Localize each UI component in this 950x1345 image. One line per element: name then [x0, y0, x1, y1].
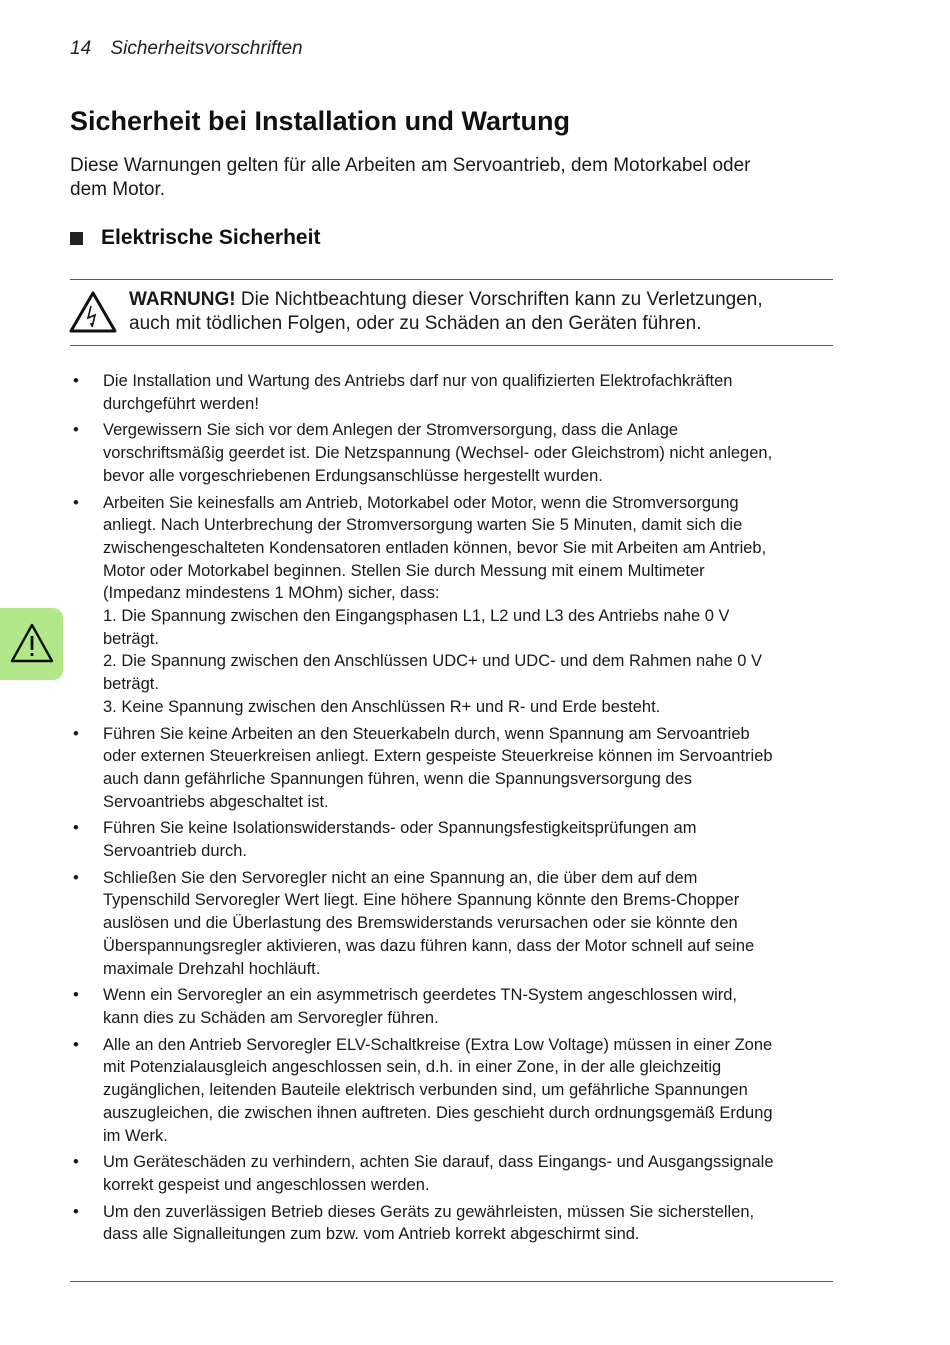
square-bullet-icon	[70, 232, 83, 245]
list-item-line: Um Geräteschäden zu verhindern, achten Sie darauf, dass Eingangs- und Ausgangssignale	[103, 1153, 774, 1172]
bullet-dot: •	[73, 819, 79, 838]
list-item-line: Alle an den Antrieb Servoregler ELV-Schaltkreise (Extra Low Voltage) müssen in einer Zone	[103, 1035, 773, 1054]
list-item-line: 1. Die Spannung zwischen den Eingangsphasen L1, L2 und L3 des Antriebs nahe 0 V	[103, 607, 730, 626]
list-item-line: Typenschild Servoregler Wert liegt. Eine höhere Spannung könnte den Brems-Chopper	[103, 891, 740, 910]
warning-label: WARNUNG!	[129, 289, 236, 310]
list-item-line: Die Installation und Wartung des Antriebs darf nur von qualifizierten Elektrofachkräften	[103, 372, 733, 390]
list-item-line: Servoantrieb durch.	[103, 842, 247, 861]
warning-line: Die Nichtbeachtung dieser Vorschriften kann zu Verletzungen,	[235, 289, 763, 310]
list-item-line: durchgeführt werden!	[103, 394, 259, 413]
list-item-line: oder externen Steuerkreisen anliegt. Extern gespeiste Steuerkreise können im Servoantrieb	[103, 747, 773, 766]
section-heading-text: Elektrische Sicherheit	[101, 226, 321, 249]
list-item	[70, 1034, 835, 1148]
list-item-line: Vergewissern Sie sich vor dem Anlegen der Stromversorgung, dass die Anlage	[103, 421, 679, 440]
page-title: Sicherheit bei Installation und Wartung	[70, 106, 571, 136]
list-item-line: Arbeiten Sie keinesfalls am Antrieb, Motorkabel oder Motor, wenn die Stromversorgung	[103, 493, 739, 512]
warning-side-tab	[0, 608, 63, 680]
running-header	[70, 38, 303, 60]
list-item-line: maximale Drehzahl hochläuft.	[103, 959, 321, 978]
list-item	[70, 984, 835, 1029]
list-item-line: auch dann gefährliche Spannungen führen, wenn die Spannungsversorgung des	[103, 769, 692, 788]
list-item-line: auslösen und die Überlastung des Bremswiderstands verursachen oder sie könnte den	[103, 914, 738, 933]
list-item-line: kann dies zu Schäden am Servoregler führen.	[103, 1008, 439, 1027]
list-item-line: Überspannungsregler aktivieren, was dazu führen kann, dass der Motor schnell auf seine	[103, 936, 755, 955]
list-item-line: anliegt. Nach Unterbrechung der Stromversorgung warten Sie 5 Minuten, damit sich die	[103, 516, 743, 535]
list-item-line: Schließen Sie den Servoregler nicht an eine Spannung an, die über dem auf dem	[103, 868, 698, 887]
intro-line: dem Motor.	[70, 179, 166, 200]
list-item	[70, 492, 835, 719]
page-number: 14	[70, 38, 92, 59]
bullet-dot: •	[73, 421, 79, 440]
warning-text	[129, 288, 829, 336]
bullet-dot: •	[73, 868, 79, 887]
list-item-line: Um den zuverlässigen Betrieb dieses Geräts zu gewährleisten, müssen Sie sicherstellen,	[103, 1202, 755, 1221]
footer-rule	[70, 1281, 833, 1282]
list-item-line: bevor alle vorgeschriebenen Erdungsanschlüsse hergestellt wurden.	[103, 466, 603, 485]
bullet-dot: •	[73, 724, 79, 743]
list-item	[70, 1151, 835, 1196]
list-item-line: mit Potenzialausgleich angeschlossen sein, d.h. in einer Zone, in der alle gleichzeitig	[103, 1058, 722, 1077]
list-item-line: Wenn ein Servoregler an ein asymmetrisch geerdetes TN-System angeschlossen wird,	[103, 986, 738, 1005]
list-item	[70, 817, 835, 862]
list-item-line: beträgt.	[103, 675, 159, 694]
bullet-dot: •	[73, 986, 79, 1005]
list-item-line: dass alle Signalleitungen zum bzw. vom Antrieb korrekt abgeschirmt sind.	[103, 1225, 640, 1244]
list-item-line: vorschriftsmäßig geerdet ist. Die Netzspannung (Wechsel- oder Gleichstrom) nicht anlegen,	[103, 444, 773, 463]
safety-bullet-list	[70, 370, 835, 1250]
list-item-line: korrekt gespeist und angeschlossen werden.	[103, 1175, 430, 1194]
list-item	[70, 370, 835, 415]
intro-paragraph	[70, 154, 830, 202]
list-item-line: Führen Sie keine Arbeiten an den Steuerkabeln durch, wenn Spannung am Servoantrieb	[103, 724, 750, 743]
bullet-dot: •	[73, 1202, 79, 1221]
list-item	[70, 419, 835, 487]
warning-top-rule	[70, 279, 833, 280]
bullet-dot: •	[73, 493, 79, 512]
bullet-dot: •	[73, 372, 79, 390]
electrical-hazard-icon	[69, 290, 117, 334]
section-heading	[70, 226, 320, 250]
list-item-line: im Werk.	[103, 1126, 168, 1145]
warning-line: auch mit tödlichen Folgen, oder zu Schäden an den Geräten führen.	[129, 313, 702, 334]
list-item-line: zwischengeschalteten Kondensatoren entladen können, bevor Sie mit Arbeiten am Antrieb,	[103, 538, 767, 557]
list-item-line: Servoantriebs abgeschaltet ist.	[103, 792, 329, 811]
list-item	[70, 867, 835, 981]
list-item	[70, 1201, 835, 1246]
intro-line: Diese Warnungen gelten für alle Arbeiten am Servoantrieb, dem Motorkabel oder	[70, 155, 751, 176]
list-item-line: auszugleichen, die zwischen ihnen auftreten. Dies geschieht durch ordnungsgemäß Erdung	[103, 1103, 773, 1122]
list-item-line: zugänglichen, leitenden Bauteile elektrisch verbunden sind, um gefährliche Spannungen	[103, 1081, 748, 1100]
list-item-line: (Impedanz mindestens 1 MOhm) sicher, dass:	[103, 584, 440, 603]
warning-bottom-rule	[70, 345, 833, 346]
general-warning-icon	[10, 622, 54, 664]
list-item-line: beträgt.	[103, 629, 159, 648]
bullet-dot: •	[73, 1035, 79, 1054]
list-item-line: 3. Keine Spannung zwischen den Anschlüssen R+ und R- und Erde besteht.	[103, 697, 661, 716]
bullet-dot: •	[73, 1153, 79, 1172]
list-item-line: Führen Sie keine Isolationswiderstands- oder Spannungsfestigkeitsprüfungen am	[103, 819, 697, 838]
list-item	[70, 723, 835, 814]
list-item-line: Motor oder Motorkabel beginnen. Stellen Sie durch Messung mit einem Multimeter	[103, 561, 705, 580]
list-item-line: 2. Die Spannung zwischen den Anschlüssen UDC+ und UDC- und dem Rahmen nahe 0 V	[103, 652, 763, 671]
running-header-section: Sicherheitsvorschriften	[110, 38, 303, 59]
